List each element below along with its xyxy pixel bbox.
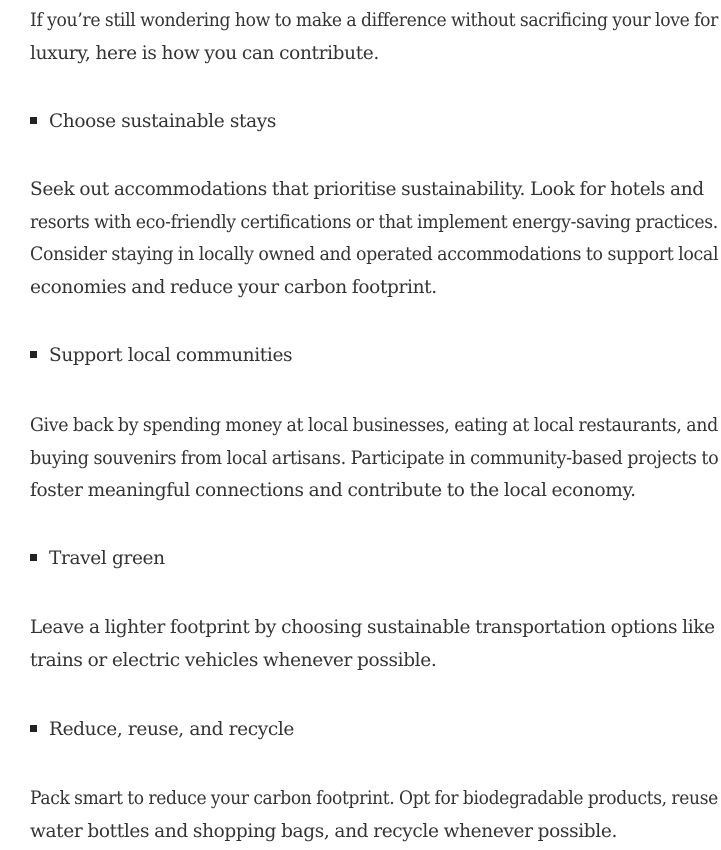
square-bullet-icon [30, 725, 37, 732]
list-item-heading: Choose sustainable stays [49, 111, 276, 132]
paragraph-travel-green [30, 612, 720, 677]
paragraph-line: Pack smart to reduce your carbon footprint. Opt for biodegradable products, reuse [30, 788, 718, 809]
paragraph-line: foster meaningful connections and contribute to the local economy. [30, 480, 636, 501]
list-item-travel-green [30, 543, 165, 575]
paragraph-line: water bottles and shopping bags, and recycle whenever possible. [30, 820, 617, 842]
paragraph-line: luxury, here is how you can contribute. [30, 42, 379, 64]
list-item-reduce-reuse-recycle [30, 714, 294, 746]
paragraph-sustainable-stays [30, 174, 720, 304]
paragraph-local-communities [30, 410, 720, 508]
paragraph-line: Leave a lighter footprint by choosing sustainable transportation options like [30, 617, 715, 638]
square-bullet-icon [30, 117, 37, 124]
intro-paragraph [30, 5, 720, 70]
list-item-support-local-communities [30, 340, 292, 372]
list-item-heading: Travel green [49, 548, 165, 569]
square-bullet-icon [30, 351, 37, 358]
square-bullet-icon [30, 554, 37, 561]
paragraph-line: Seek out accommodations that prioritise sustainability. Look for hotels and [30, 179, 704, 200]
paragraph-line: trains or electric vehicles whenever possible. [30, 649, 437, 671]
paragraph-reduce-reuse-recycle [30, 783, 720, 848]
paragraph-line: Give back by spending money at local businesses, eating at local restaurants, and [30, 415, 718, 436]
paragraph-line: resorts with eco-friendly certifications or that implement energy-saving practices. [30, 211, 718, 233]
paragraph-line: economies and reduce your carbon footprint. [30, 276, 437, 298]
list-item-heading: Support local communities [49, 345, 293, 366]
paragraph-line: If you’re still wondering how to make a difference without sacrificing your love for [30, 10, 719, 31]
paragraph-line: Consider staying in locally owned and operated accommodations to support local [30, 244, 719, 265]
list-item-heading: Reduce, reuse, and recycle [49, 719, 295, 740]
paragraph-line: buying souvenirs from local artisans. Participate in community-based projects to [30, 447, 719, 469]
list-item-choose-sustainable-stays [30, 106, 276, 138]
